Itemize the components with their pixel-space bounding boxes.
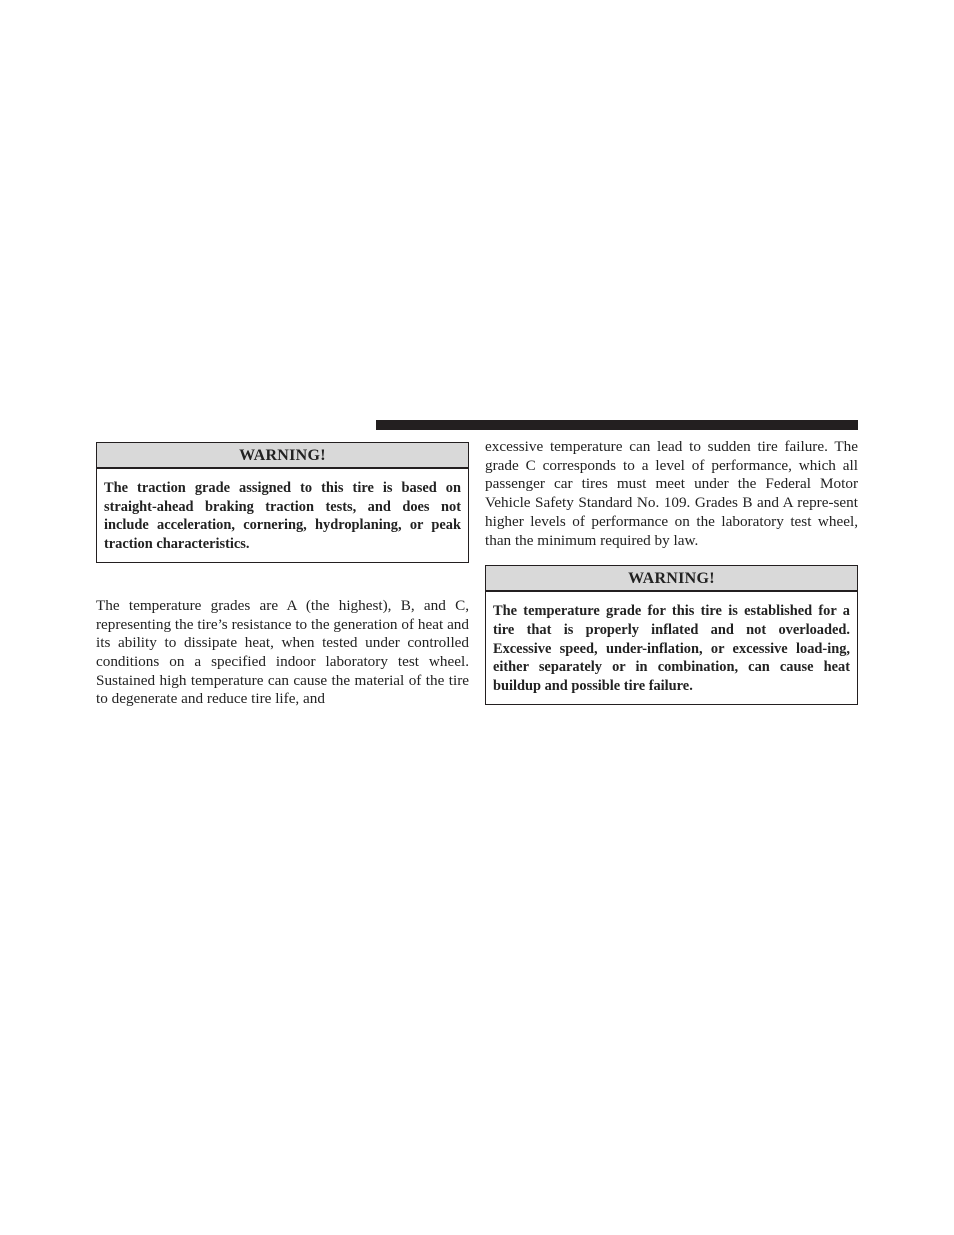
warning-text: The traction grade assigned to this tire is based on straight-ahead braking traction tests, and does not include acceleration, cornering, hydroplaning, or peak traction characteristics. [104, 480, 461, 553]
warning-text: The temperature grade for this tire is established for a tire that is properly inflated and not overloaded. Excessive speed, under-inflation, or excessive load-ing, either separately or in combination, can cause heat buildup and possible tire failure. [493, 603, 850, 695]
right-column [485, 438, 858, 705]
header-rule [376, 420, 858, 430]
warning-heading: WARNING! [486, 566, 857, 592]
temperature-continuation-paragraph: excessive temperature can lead to sudden tire failure. The grade C corresponds to a level of performance, which all passenger car tires must meet under the Federal Motor Vehicle Safety Standard No. 109. Grades B and A repre-sent higher levels of performance on the laboratory test wheel, than the minimum required by law. [485, 438, 858, 549]
traction-warning-box [96, 442, 469, 563]
warning-heading: WARNING! [97, 443, 468, 469]
temperature-grades-paragraph: The temperature grades are A (the highest), B, and C, representing the tire’s resistance to the generation of heat and its ability to dissipate heat, when tested under controlled conditions on a specified indoor laboratory test wheel. Sustained high temperature can cause the material of the tire to degenerate and reduce tire life, and [96, 596, 469, 708]
left-column [96, 442, 469, 709]
temperature-warning-box [485, 565, 858, 705]
